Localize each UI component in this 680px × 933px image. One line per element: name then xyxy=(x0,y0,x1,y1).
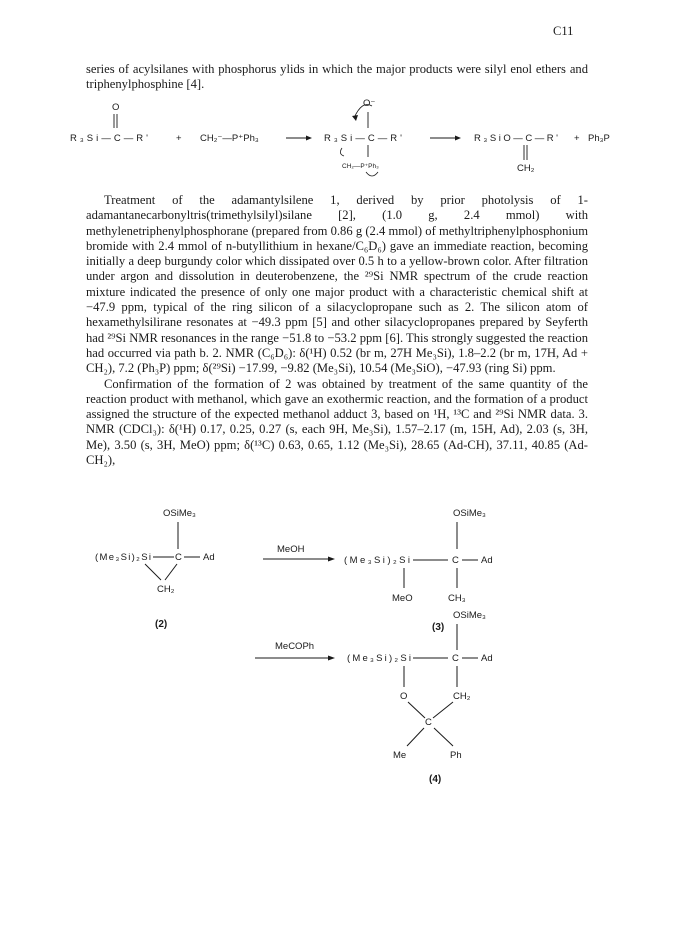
product-methylene: CH₂ xyxy=(517,163,535,174)
compound-4-ring-ch2: CH₂ xyxy=(453,691,471,702)
compound-4-ring-oxygen: O xyxy=(400,691,408,702)
compound-4-disilylsilyl: (Me₃Si)₂Si xyxy=(347,653,411,664)
paragraph-confirmation: Confirmation of the formation of 2 was obtained by treatment of the same quantity of the reaction product with methanol, which gave an exothermic reaction, and the formation of a product assigned the structure of the expected methanol adduct 3, based on ¹H, ¹³C and ²⁹Si NMR data. 3. NMR (CDCl₃): δ(¹H) 0.17, 0.25, 0.27 (s, each 9H, Me₃Si), 1.57–2.17 (m, 15H, Ad), 2.03 (s, 3H, Me), 3.50 (s, 3H, MeO) ppm; δ(¹³C) 0.63, 0.65, 1.12 (Me₃Si), 28.65 (Ad-CH), 37.11, 40.85 (Ad-CH₂), xyxy=(86,376,588,468)
compound-4-methyl: Me xyxy=(393,750,407,761)
compound-4-structure xyxy=(347,610,493,785)
silyl-enol-ether-product: R₃SiO—C—R' xyxy=(474,133,558,144)
compound-2-label: (2) xyxy=(155,619,168,630)
intro-paragraph: series of acylsilanes with phosphorus ylids in which the major products were silyl enol ethers and triphenylphosphine [4]. xyxy=(86,62,588,92)
intermediate-center: R₃Si—C—R' xyxy=(324,133,402,144)
methanol-adduct-scheme xyxy=(95,502,555,792)
page-number: C11 xyxy=(553,24,574,38)
compound-2-osime3: OSiMe₃ xyxy=(163,508,196,519)
ylid-reaction-scheme xyxy=(70,94,630,186)
triphenylphosphine-product: Ph₃P xyxy=(588,133,610,144)
compound-4-osime3: OSiMe₃ xyxy=(453,610,486,621)
compound-4-phenyl: Ph xyxy=(450,750,462,761)
intermediate-oxide: O⁻ xyxy=(363,98,376,109)
compound-2-structure xyxy=(95,508,215,630)
reactant-acylsilane: R₃Si—C—R' xyxy=(70,133,148,144)
paragraph-synthesis: Treatment of the adamantylsilene 1, derived by prior photolysis of 1-adamantanecarbonyltris(trimethylsilyl)silane [2], (1.0 g, 2.4 mmol) with methylenetriphenylphosphorane (prepared from 0.86 g (2.4 mmol) of methyltriphenylphosphonium bromide with 2.4 mmol of n-butyllithium in hexane/C₆D₆) gave an immediate reaction, becoming initially a deep burgundy color which dissipated over 0.5 h to a yellow-brown color. After filtration under argon and dissolution in deuterobenzene, the ²⁹Si NMR spectrum of the crude reaction mixture indicated the presence of only one major product with a characteristic chemical shift at −47.9 ppm, typical of the ring silicon of a silacyclopropane such as 2. The silicon atom of hexamethylsilirane resonates at −49.3 ppm [5] and other silacyclopropanes prepared by Seyferth had ²⁹Si NMR resonances in the range −51.8 to −53.2 ppm [6]. This strongly suggested the reaction had occurred via path b. 2. NMR (C₆D₆): δ(¹H) 0.52 (br m, 27H Me₃Si), 1.8–2.2 (br m, 17H, Ad + CH₂), 7.2 (Ph₃P) ppm; δ(²⁹Si) −17.99, −9.82 (Me₃Si), 10.54 (Me₃SiO), −47.93 (ring Si) ppm. xyxy=(86,193,588,376)
reaction-plus: + xyxy=(176,133,182,144)
compound-2-ring-ch2: CH₂ xyxy=(157,584,175,595)
compound-3-label: (3) xyxy=(432,622,445,633)
compound-2-disilylsilyl: (Me₃Si)₂Si xyxy=(95,552,151,563)
compound-4-adamantyl: Ad xyxy=(481,653,493,664)
compound-2-carbon: C xyxy=(175,552,182,563)
reactant-oxygen: O xyxy=(112,102,120,113)
reagent-acetophenone: MeCOPh xyxy=(275,641,315,652)
intermediate-betaine: CH₂—P⁺Ph₃ xyxy=(342,163,379,170)
compound-3-disilylsilyl: (Me₃Si)₂Si xyxy=(344,555,410,566)
compound-3-carbon: C xyxy=(452,555,459,566)
compound-4-label: (4) xyxy=(429,774,442,785)
compound-3-methoxy: MeO xyxy=(392,593,413,604)
compound-2-adamantyl: Ad xyxy=(203,552,215,563)
phosphorus-ylid: CH₂⁻—P⁺Ph₃ xyxy=(200,133,259,144)
compound-3-adamantyl: Ad xyxy=(481,555,493,566)
intro-text-block xyxy=(86,62,588,93)
product-plus: + xyxy=(574,133,580,144)
compound-3-osime3: OSiMe₃ xyxy=(453,508,486,519)
compound-3-methyl: CH₃ xyxy=(448,593,466,604)
compound-4-quaternary-carbon: C xyxy=(425,717,432,728)
compound-4-carbon: C xyxy=(452,653,459,664)
body-text-block xyxy=(86,193,588,468)
reagent-methanol: MeOH xyxy=(277,544,305,555)
